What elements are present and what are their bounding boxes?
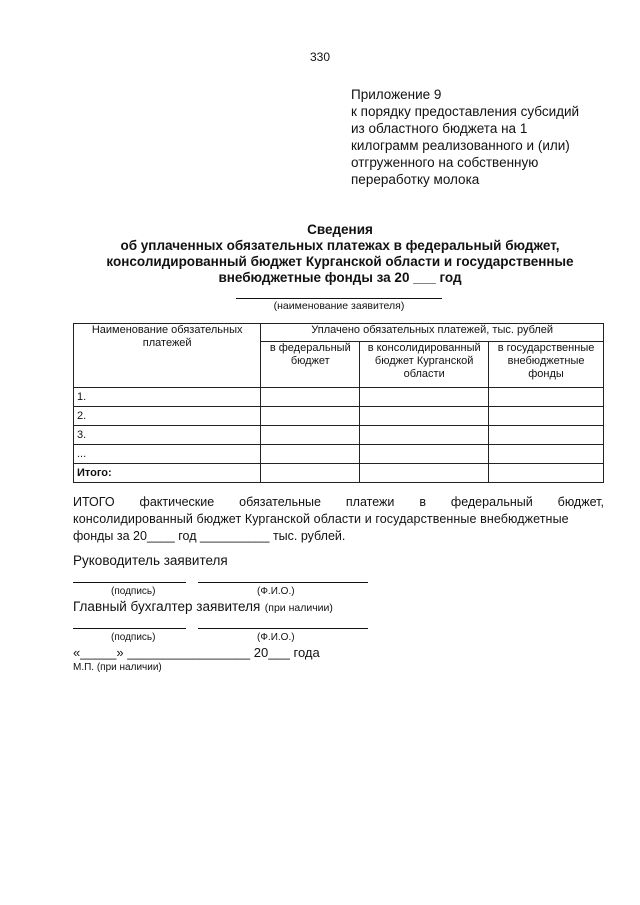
col-header-funds: в государственные внебюджетные фонды <box>489 342 604 388</box>
cell-federal[interactable] <box>261 445 360 464</box>
applicant-name-line <box>236 298 442 299</box>
summary-word: платежи <box>345 495 395 509</box>
col-group-header-paid: Уплачено обязательных платежей, тыс. рублей <box>261 324 604 342</box>
cell-federal[interactable] <box>261 426 360 445</box>
summary-word: ИТОГО <box>73 495 115 509</box>
accountant-title: Главный бухгалтер заявителя <box>73 599 261 614</box>
accountant-signature-caption: (подпись) <box>111 632 156 643</box>
cell-funds[interactable] <box>489 388 604 407</box>
head-signature-caption: (подпись) <box>111 586 156 597</box>
table-row <box>74 426 604 445</box>
table-header-row <box>74 324 604 342</box>
summary-word: фактические <box>139 495 215 509</box>
head-signature-title: Руководитель заявителя <box>73 553 228 568</box>
table-row <box>74 407 604 426</box>
cell-federal[interactable] <box>261 464 360 483</box>
summary-line-3: фонды за 20____ год __________ тыс. рублей. <box>73 529 346 543</box>
table-row <box>74 445 604 464</box>
table-total-row <box>74 464 604 483</box>
row-label: 2. <box>74 407 261 426</box>
title-line: внебюджетные фонды за 20 ___ год <box>218 270 462 285</box>
accountant-name-line[interactable] <box>198 628 368 629</box>
row-label: 1. <box>74 388 261 407</box>
accountant-signature-line[interactable] <box>73 628 186 629</box>
summary-word: федеральный <box>450 495 533 509</box>
cell-funds[interactable] <box>489 445 604 464</box>
accountant-signature-title <box>73 598 333 616</box>
page-number: 330 <box>309 50 331 64</box>
accountant-name-caption: (Ф.И.О.) <box>257 632 295 643</box>
col-header-payment-name: Наименование обязательных платежей <box>74 324 261 388</box>
summary-word: в <box>419 495 426 509</box>
head-name-line[interactable] <box>198 582 368 583</box>
head-name-caption: (Ф.И.О.) <box>257 586 295 597</box>
title-line: Сведения <box>307 222 373 237</box>
cell-federal[interactable] <box>261 407 360 426</box>
cell-federal[interactable] <box>261 388 360 407</box>
signature-date[interactable]: «_____» _________________ 20___ года <box>73 645 320 660</box>
col-header-federal: в федеральный бюджет <box>261 342 360 388</box>
head-signature-line[interactable] <box>73 582 186 583</box>
payments-table <box>73 323 604 483</box>
cell-funds[interactable] <box>489 426 604 445</box>
appendix-line: отгруженного на собственную <box>351 155 539 170</box>
document-title <box>70 222 610 286</box>
total-label: Итого: <box>74 464 261 483</box>
appendix-header <box>351 86 611 188</box>
summary-word: обязательные <box>239 495 321 509</box>
summary-word: бюджет, <box>557 495 604 509</box>
col-header-consolidated: в консолидированный бюджет Курганской области <box>360 342 489 388</box>
table-row <box>74 388 604 407</box>
appendix-line: переработку молока <box>351 172 480 187</box>
cell-funds[interactable] <box>489 407 604 426</box>
cell-consolidated[interactable] <box>360 407 489 426</box>
title-line: консолидированный бюджет Курганской области и государственные <box>106 254 574 269</box>
cell-consolidated[interactable] <box>360 445 489 464</box>
row-label: 3. <box>74 426 261 445</box>
appendix-line: из областного бюджета на 1 <box>351 121 528 136</box>
title-line: об уплаченных обязательных платежах в федеральный бюджет, <box>120 238 560 253</box>
appendix-line: Приложение 9 <box>351 87 442 102</box>
cell-consolidated[interactable] <box>360 426 489 445</box>
appendix-line: к порядку предоставления субсидий <box>351 104 580 119</box>
appendix-line: килограмм реализованного и (или) <box>351 138 570 153</box>
cell-funds[interactable] <box>489 464 604 483</box>
summary-line-2: консолидированный бюджет Курганской области и государственные внебюджетные <box>73 512 569 526</box>
summary-paragraph <box>73 494 604 545</box>
cell-consolidated[interactable] <box>360 464 489 483</box>
row-label: ... <box>74 445 261 464</box>
stamp-note: М.П. (при наличии) <box>73 662 162 673</box>
summary-line-1 <box>73 494 604 511</box>
cell-consolidated[interactable] <box>360 388 489 407</box>
accountant-note: (при наличии) <box>264 602 333 614</box>
applicant-caption: (наименование заявителя) <box>273 300 405 312</box>
